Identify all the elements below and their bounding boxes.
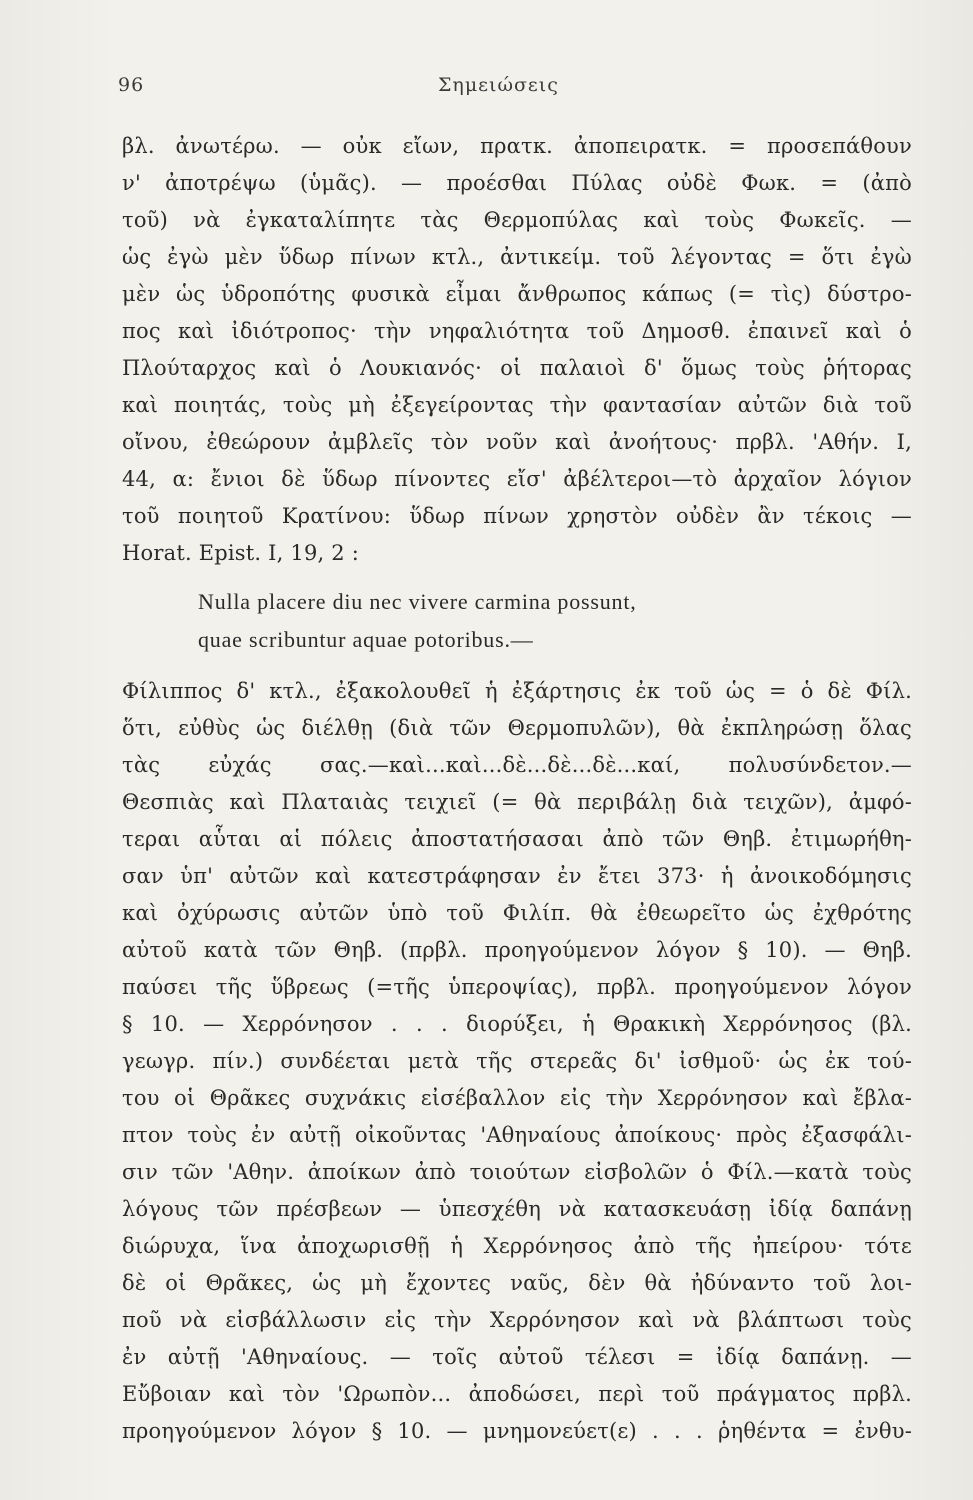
text-line: Θεσπιὰς καὶ Πλαταιὰς τειχιεῖ (= θὰ περιβάλῃ διὰ τειχῶν), ἀμφό- — [122, 790, 912, 814]
text-line: αὐτοῦ κατὰ τῶν Θηβ. (πρβλ. προηγούμενον λόγον § 10). — Θηβ. — [122, 938, 912, 962]
text-line: πος καὶ ἰδιότροπος· τὴν νηφαλιότητα τοῦ Δημοσθ. ἐπαινεῖ καὶ ὁ — [122, 319, 912, 343]
latin-quotation — [198, 583, 858, 659]
text-line: μὲν ὡς ὑδροπότης φυσικὰ εἶμαι ἄνθρωπος κάπως (= τὶς) δύστρο- — [122, 282, 912, 306]
quotation-line: Nulla placere diu nec vivere carmina possunt, — [198, 589, 637, 614]
text-line: τεραι αὗται αἱ πόλεις ἀποστατήσασαι ἀπὸ τῶν Θηβ. ἐτιμωρήθη- — [122, 827, 912, 851]
text-line: 44, α: ἔνιοι δὲ ὕδωρ πίνοντες εἴσ' ἀβέλτεροι—τὸ ἀρχαῖον λόγιον — [122, 467, 912, 491]
text-line: ὅτι, εὐθὺς ὡς διέλθῃ (διὰ τῶν Θερμοπυλῶν), θὰ ἐκπληρώσῃ ὅλας — [122, 716, 912, 740]
text-line: καὶ ποιητάς, τοὺς μὴ ἐξεγείροντας τὴν φαντασίαν αὐτῶν διὰ τοῦ — [122, 393, 912, 417]
text-line: γεωγρ. πίν.) συνδέεται μετὰ τῆς στερεᾶς δι' ἰσθμοῦ· ὡς ἐκ τού- — [122, 1049, 912, 1073]
text-line: ν' ἀποτρέψω (ὑμᾶς). — προέσθαι Πύλας οὐδὲ Φωκ. = (ἀπὸ — [122, 171, 912, 195]
text-line: παύσει τῆς ὕβρεως (=τῆς ὑπεροψίας), πρβλ. προηγούμενον λόγον — [122, 975, 912, 999]
quotation-line: quae scribuntur aquae potoribus.— — [198, 627, 534, 652]
text-line: οἴνου, ἐθεώρουν ἀμβλεῖς τὸν νοῦν καὶ ἀνοήτους· πρβλ. 'Αθήν. I, — [122, 430, 912, 454]
text-line: πτον τοὺς ἐν αὐτῇ οἰκοῦντας 'Αθηναίους ἀποίκους· πρὸς ἐξασφάλι- — [122, 1123, 912, 1147]
text-line: Εὔβοιαν καὶ τὸν 'Ωρωπὸν... ἀποδώσει, περὶ τοῦ πράγματος πρβλ. — [122, 1382, 912, 1406]
text-line: βλ. ἀνωτέρω. — οὐκ εἴων, πρατκ. ἀποπειρατκ. = προσεπάθουν — [122, 134, 912, 158]
text-line: τοῦ ποιητοῦ Κρατίνου: ὕδωρ πίνων χρηστὸν οὐδὲν ἂν τέκοις — — [122, 504, 912, 528]
running-head — [118, 74, 908, 104]
text-line: σαν ὑπ' αὐτῶν καὶ κατεστράφησαν ἐν ἔτει 373· ἡ ἀνοικοδόμησις — [122, 864, 912, 888]
text-line: σιν τῶν 'Αθην. ἀποίκων ἀπὸ τοιούτων εἰσβολῶν ὁ Φίλ.—κατὰ τοὺς — [122, 1160, 912, 1184]
text-line: Horat. Epist. I, 19, 2 : — [122, 541, 359, 565]
commentary-paragraph-2 — [122, 673, 912, 1450]
commentary-paragraph-1 — [122, 128, 912, 572]
text-line: λόγους τῶν πρέσβεων — ὑπεσχέθη νὰ κατασκευάσῃ ἰδίᾳ δαπάνῃ — [122, 1197, 912, 1221]
text-line: δὲ οἱ Θρᾶκες, ὡς μὴ ἔχοντες ναῦς, δὲν θὰ ἠδύναντο τοῦ λοι- — [122, 1271, 912, 1295]
text-line: Πλούταρχος καὶ ὁ Λουκιανός· οἱ παλαιοὶ δ' ὅμως τοὺς ῥήτορας — [122, 356, 912, 380]
text-line: ὡς ἐγὼ μὲν ὕδωρ πίνων κτλ., ἀντικείμ. τοῦ λέγοντας = ὅτι ἐγὼ — [122, 245, 912, 269]
text-line: Φίλιππος δ' κτλ., ἐξακολουθεῖ ἡ ἐξάρτησις ἐκ τοῦ ὡς = ὁ δὲ Φίλ. — [122, 679, 912, 703]
text-line: ἐν αὐτῇ 'Αθηναίους. — τοῖς αὐτοῦ τέλεσι = ἰδίᾳ δαπάνῃ. — — [122, 1345, 912, 1369]
text-line: ποῦ νὰ εἰσβάλλωσιν εἰς τὴν Χερρόνησον καὶ νὰ βλάπτωσι τοὺς — [122, 1308, 912, 1332]
text-line: προηγούμενον λόγον § 10. — μνημονεύετ(ε) . . . ῥηθέντα = ἐνθυ- — [122, 1419, 912, 1443]
text-line: τὰς εὐχάς σας.—καὶ...καὶ...δὲ...δὲ...δὲ...καί, πολυσύνδετον.— — [122, 753, 912, 777]
text-line: διώρυχα, ἵνα ἀποχωρισθῇ ἡ Χερρόνησος ἀπὸ τῆς ἠπείρου· τότε — [122, 1234, 912, 1258]
text-line: καὶ ὀχύρωσις αὐτῶν ὑπὸ τοῦ Φιλίπ. θὰ ἐθεωρεῖτο ὡς ἐχθρότης — [122, 901, 912, 925]
text-line: τοῦ) νὰ ἐγκαταλίπητε τὰς Θερμοπύλας καὶ τοὺς Φωκεῖς. — — [122, 208, 912, 232]
page-number: 96 — [118, 74, 145, 96]
text-line: § 10. — Χερρόνησον . . . διορύξει, ἡ Θρακικὴ Χερρόνησος (βλ. — [122, 1012, 912, 1036]
text-line: του οἱ Θρᾶκες συχνάκις εἰσέβαλλον εἰς τὴν Χερρόνησον καὶ ἔβλα- — [122, 1086, 912, 1110]
running-title: Σημειώσεις — [438, 74, 559, 96]
